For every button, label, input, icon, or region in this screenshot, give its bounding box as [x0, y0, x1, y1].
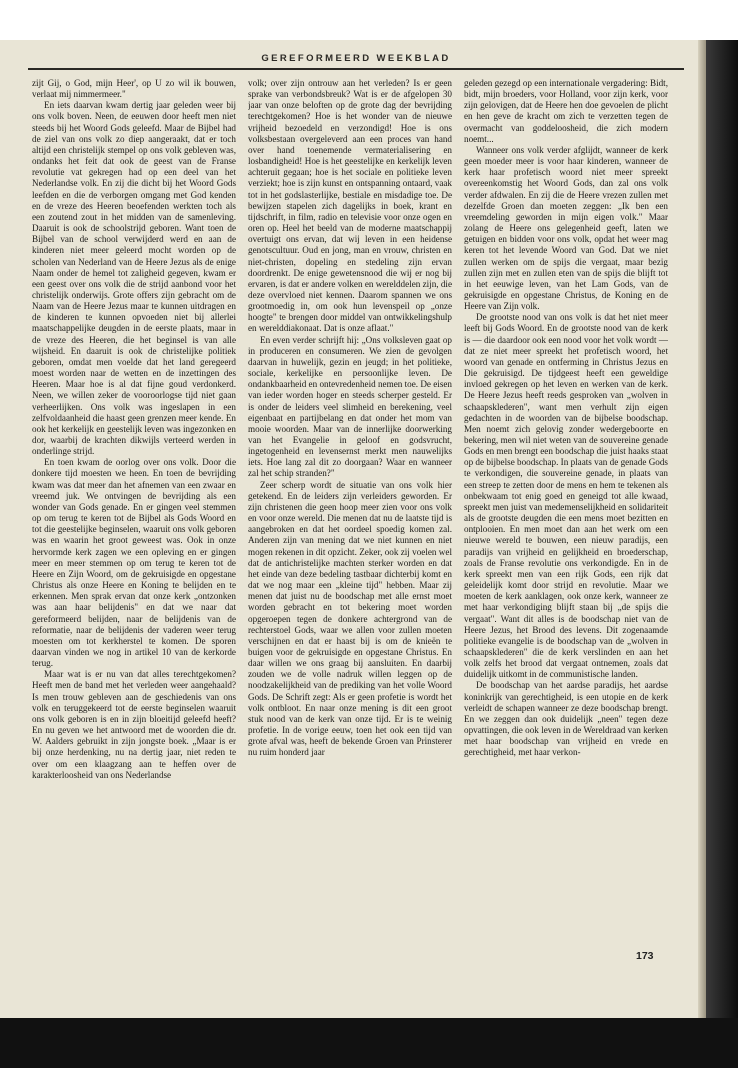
column-3-paragraph: Wanneer ons volk verder afglijdt, wanneer de kerk geen moeder meer is voor haar kinderen, wanneer de kerk haar profetisch woord niet meer spreekt overeenkomstig het Woord Gods, dan zal ons volk verder afdwalen. En zij die de Heere vrezen zullen met dezelfde Groen dan moeten zeggen: „Ik ben een vreemdeling geworden in mijn eigen volk." Maar zolang de Heere ons gelegenheid geeft, laten we getuigen en bidden voor ons volk, opdat het weer mag keren tot het levende Woord van God. Dat we niet zullen werken om de spijs die vergaat, maar bezig zullen zijn met en zullen eten van de spijs die blijft tot in het eeuwige leven, van het Lam Gods, van de gekruisigde en opgestane Christus, de Koning en de Heere van Zijn volk. — [464, 144, 668, 312]
column-2-paragraph: Zeer scherp wordt de situatie van ons volk hier getekend. En de leiders zijn verleiders geworden. Er zijn christenen die geen hoop meer zien voor ons volk en voor onze wereld. Die menen dat nu de laatste tijd is aangebroken en dat het oordeel spoedig komen zal. Anderen zijn van mening dat we niet kunnen en niet mogen rekenen in dit opzicht. Zeker, ook zij voelen wel dat de antichristelijke machten sterker worden en dat het einde van deze bedeling tastbaar dichterbij komt en dat we nog maar een „kleine tijd" hebben. Maar zij menen dat juist nu de boodschap met alle ernst moet worden gebracht en tot bekering moet worden opgeroepen tegen de donkere achtergrond van de rechterstoel Gods, waar we allen voor zullen moeten verschijnen en dat er haast bij is om de knieën te buigen voor de gekruisigde en opgestane Christus. En daar willen we ons graag bij aansluiten. En daarbij zouden we de volle nadruk willen leggen op de noodzakelijkheid van de prediking van het volle Woord Gods. De Schrift zegt: Als er geen profetie is wordt het volk ontbloot. En naar onze mening is dit een groot stuk nood van de kerk van onze tijd. Er is te weinig profetie. In de vorige eeuw, toen het ook een tijd van grote afval was, heeft de bekende Groen van Prinsterer nu ruim honderd jaar — [248, 479, 452, 758]
column-2 — [248, 78, 452, 970]
column-1-paragraph: Maar wat is er nu van dat alles terechtgekomen? Heeft men de band met het verleden weer aangehaald? Is men trouw gebleven aan de geschiedenis van ons volk en teruggekeerd tot de eerste beginselen waaruit ons volk geboren is en in zijn bloeitijd geleefd heeft? En nu geven we het antwoord met de woorden die dr. W. Aalders gebruikt in zijn jongste boek. „Maar is er bij onze herdenking, nu na dertig jaar, niet reden te over om een klaagzang aan te heffen over de karakterloosheid van ons Nederlandse — [32, 669, 236, 780]
column-2-paragraph: En even verder schrijft hij: „Ons volksleven gaat op in produceren en consumeren. We zien de gevolgen daarvan in huwelijk, gezin en jeugd; in het politieke, sociale, kerkelijke en persoonlijke leven. De ondankbaarheid en ontevredenheid nemen toe. De eisen van ieder worden hoger en steeds scherper gesteld. Er is onder de leiders veel slimheid en berekening, veel eigenbaat en partijbelang en dat onder het mom van mooie woorden. Maar van de innerlijke doorwerking van het Evangelie in geloof en godsvrucht, ingetogenheid en levensernst merkt men nauwelijks iets. Hoe lang zal dit zo doorgaan? Waar en wanneer zal het schip stranden?" — [248, 334, 452, 479]
publication-title: GEREFORMEERD WEEKBLAD — [261, 53, 451, 64]
book-spine-shadow — [706, 40, 738, 1018]
page-number: 173 — [636, 950, 654, 962]
column-3-paragraph: geleden gezegd op een internationale vergadering: Bidt, bidt, mijn broeders, voor Holland, voor zijn kerk, voor zijn gelovigen, dat de Heere hen doe gevoelen de plicht en hen geve de kracht om zich te verzetten tegen de overmacht van goddeloosheid, die zich modern noemt... — [464, 78, 668, 144]
text-columns — [32, 78, 668, 970]
column-1 — [32, 78, 236, 970]
column-3-paragraph: De boodschap van het aardse paradijs, het aardse koninkrijk van gerechtigheid, is een utopie en de kerk verleidt de schapen wanneer ze deze boodschap brengt. En we zeggen dan ook duidelijk „neen" tegen deze opvattingen, die ook leven in de Wereldraad van kerken met haar boodschap van vrijheid en vrede en gerechtigheid, met haar verkon- — [464, 680, 668, 758]
column-2-paragraph: volk; over zijn ontrouw aan het verleden? Is er geen sprake van verbondsbreuk? Wat is er de afgelopen 30 jaar van onze beloften op de grote dag der bevrijding terechtgekomen? Hoe is het wonder van de nieuwe vrijheid bezoedeld en verzondigd! Hoe is ons volksbestaan overgeleverd aan een proces van hand over hand toenemende vermaterialisering en losbandigheid! Hoe is het geestelijke en kerkelijk leven achteruit gegaan; hoe is het sociale en politieke leven verziekt; hoe is zijn kunst en ontspanning ontaard, vaak tot in het godslasterlijke, bestiale en misdadige toe. De bewijzen stapelen zich dagelijks in boek, krant en tijdschrift, in film, radio en televisie voor onze ogen en oren op. Heel het beeld van de moderne maatschappij overtuigt ons ervan, dat wij leven in een heidense genotscultuur. Oud en jong, man en vrouw, christen en niet-christen, dopeling en stedeling zijn ervan doordrenkt. De enige gewetensnood die wij er nog bij ervaren, is dat er andere volken en werelddelen zijn, die deze overvloed niet kennen. Daarom spannen we ons grootmoedig in, om ook hun levenspeil op „onze hoogte" te brengen door middel van ontwikkelingshulp en werelddiakonaat. Dat is onze aflaat." — [248, 78, 452, 334]
scan-background-top — [0, 0, 738, 40]
column-3 — [464, 78, 668, 970]
header-rule — [28, 68, 684, 70]
page-edge-shadow — [698, 40, 706, 1018]
column-1-paragraph: En toen kwam de oorlog over ons volk. Door die donkere tijd moesten we heen. En toen de bevrijding kwam was dat meer dan het afnemen van een zwaar en vreemd juk. We ontvingen de bevrijding als een wonder van Gods genade. En er gingen veel stemmen op om terug te keren tot de Bijbel als Gods Woord en tot die geestelijke beginselen, waaruit ons volk geboren was en waarin het groot geweest was. Ook in onze hervormde kerk zagen we een opleving en er gingen meer en meer stemmen op om terug te keren tot de Heere en Zijn Woord, om de gekruisigde en opgestane Christus als onze Heere en Koning te belijden en te erkennen. Men sprak ervan dat onze kerk „ontzonken was aan haar belijdenis" en dat we naar dat gereformeerd belijden, naar de belijdenis van de reformatie, naar de belijdenis der vaderen weer terug moesten om tot kerkherstel te komen. De sporen daarvan vinden we nog in artikel 10 van de kerkorde terug. — [32, 457, 236, 669]
column-1-paragraph: zijt Gij, o God, mijn Heer', op U zo wil ik bouwen, verlaat mij nimmermeer." — [32, 78, 236, 100]
column-3-paragraph: De grootste nood van ons volk is dat het niet meer leeft bij Gods Woord. En de grootste nood van de kerk is — die daardoor ook een nood voor het volk wordt — dat ze niet meer spreekt het profetisch woord, het woord van genade en ontferming in Christus Jezus en Die gekruisigd. De tijdgeest heeft een geweldige invloed gekregen op het leven en werken van de kerk. De Heere Jezus heeft reeds gesproken van „wolven in schaapsklederen", want men verhult zijn eigen gedachten in de woorden van de bijbelse boodschap. Men noemt zich gelovig zonder wedergeboorte en bekering, men wil niet weten van de souvereine genade Gods en men brengt een boodschap die juist haaks staat op de bijbelse boodschap. In plaats van de genade Gods te verkondigen, die souvereine genade, in plaats van een streep te zetten door de mens en hem te tekenen als onbekwaam tot enig goed en geneigd tot alle kwaad, spreekt men juist van medemenselijkheid en solidariteit als de grootste deugden die een mens moet bezitten en ontplooien. En men moet dan aan het werk om een nieuwe wereld te bouwen, een nieuw paradijs, een paradijs van vrijheid en gelijkheid en broederschap, zoals de Franse revolutie ons verkondigde. En in de kerk spreekt men van een rijk Gods, een rijk dat geleidelijk komt door strijd en revolutie. Maar we moeten de kerk aanklagen, ook onze kerk, wanneer ze met haar verkondiging blijft staan bij „de spijs die vergaat". Want dit alles is de boodschap niet van de Heere Jezus, het Brood des levens. Dit zogenaamde politieke evangelie is de boodschap van de „wolven in schaapsklederen" die de kerk verslinden en aan het volk zelfs het brood dat vergaat ontnemen, zoals dat duidelijk uitkomt in de communistische landen. — [464, 312, 668, 680]
magazine-page — [0, 40, 706, 1018]
scan-background-bottom — [0, 1018, 738, 1068]
running-header — [28, 46, 684, 76]
column-1-paragraph: En iets daarvan kwam dertig jaar geleden weer bij ons volk boven. Neen, de eeuwen door heeft men niet steeds bij het Woord Gods geleefd. Maar de Bijbel had de ziel van ons volk zo diep aangeraakt, dat er toch altijd een christelijk stempel op ons volk gebleven was, ondanks het feit dat ook de geest van de Franse revolutie vat gekregen had op een deel van het Nederlandse volk. En zij die dicht bij het Woord Gods leefden en die de verborgen omgang met God kenden en de vreze des Heeren beoefenden werkten toch als een zoutend zout in het midden van de samenleving. Daaruit is ook de schoolstrijd geboren. Want toen de Bijbel van de school verwijderd werd en aan de kinderen niet meer geleerd mocht worden op de scholen van Nederland van de Heere Jezus als de enige Naam onder de hemel tot zaligheid gegeven, kwam er een geest over ons volk die de strijd aanbond voor het christelijk onderwijs. Grote offers zijn gebracht om de Naam van de Heere Jezus maar te kunnen uitdragen en de kinderen te kunnen opvoeden niet bij allerlei maatschappelijke deugden in de eerste plaats, maar in de vreze des Heeren, die het beginsel is van alle wijsheid. En daaruit is ook de christelijke politiek geboren, omdat men voelde dat het land geregeerd moest worden naar de wetten en de inzettingen des Heeren. Maar hoe is al dat fijne goud verdonkerd. Neen, we willen zeker de vooroorlogse tijd niet gaan verheerlijken. Ons volk was ingeslapen in een zelfvoldaanheid die haast geen grenzen meer kende. En ook het kerkelijk en geestelijk leven was ingezonken en dor, waarbij de krachten dikwijls verteerd werden in onderlinge strijd. — [32, 100, 236, 457]
